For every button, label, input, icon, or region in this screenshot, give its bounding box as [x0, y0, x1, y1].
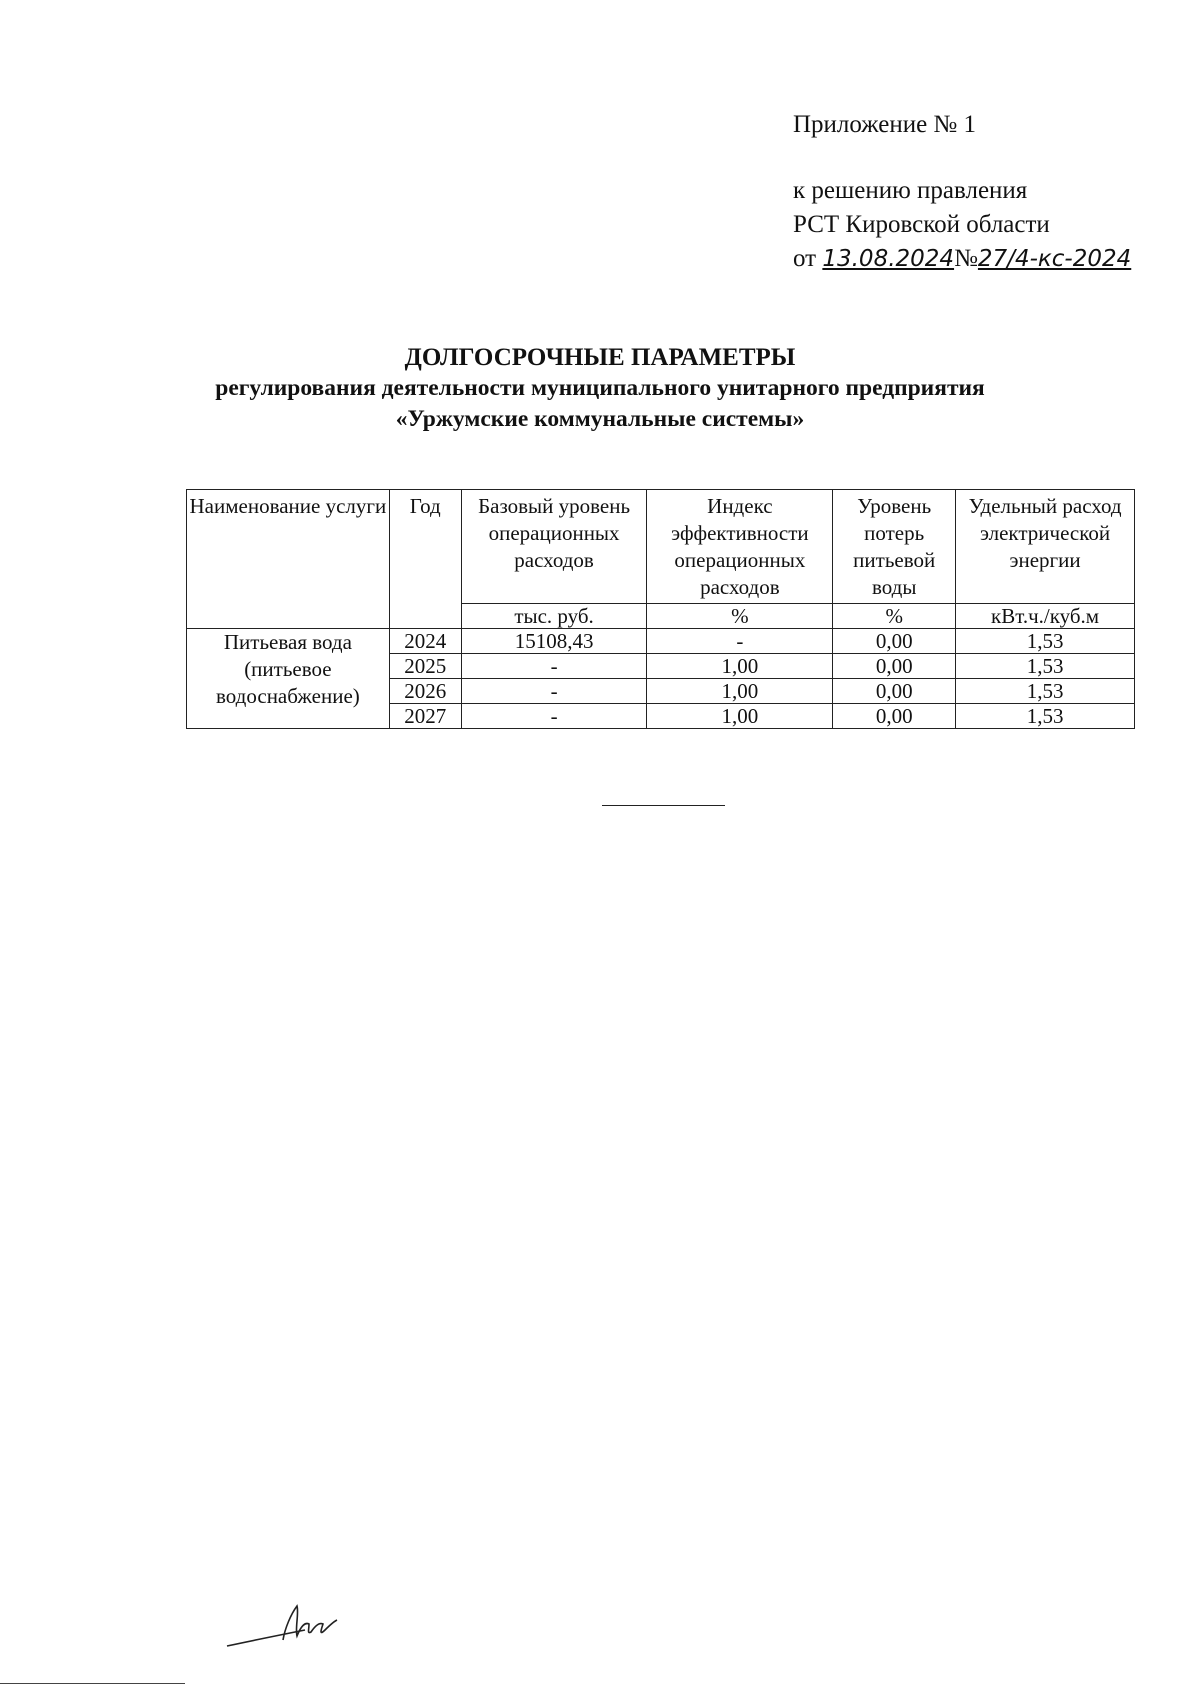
document-title: ДОЛГОСРОЧНЫЕ ПАРАМЕТРЫ — [404, 344, 796, 371]
header-service: Наименование услуги — [187, 490, 390, 629]
table-header-row — [187, 490, 1135, 604]
appendix-date: 13.08.2024 — [822, 246, 955, 272]
service-name-cell: Питьевая вода (питьевое водоснабжение) — [187, 629, 390, 729]
header-energy-consumption: Удельный расход электрической энергии — [956, 490, 1135, 604]
energy-consumption-cell: 1,53 — [956, 654, 1135, 679]
header-efficiency-index: Индекс эффективности операционных расходов — [647, 490, 833, 604]
organization-name: «Уржумские коммунальные системы» — [395, 406, 805, 432]
year-cell: 2026 — [389, 679, 461, 704]
table-row — [187, 629, 1135, 654]
efficiency-index-cell: 1,00 — [647, 679, 833, 704]
signature-scribble — [225, 1600, 345, 1650]
appendix-block — [793, 108, 1131, 276]
base-level-cell: 15108,43 — [461, 629, 647, 654]
energy-consumption-cell: 1,53 — [956, 679, 1135, 704]
appendix-number: Приложение № 1 — [793, 111, 977, 138]
appendix-decision-number: 27/4-кс-2024 — [977, 246, 1132, 272]
efficiency-index-cell: - — [647, 629, 833, 654]
header-base-level: Базовый уровень операционных расходов — [461, 490, 647, 604]
bottom-edge-line — [0, 1683, 185, 1684]
base-level-cell: - — [461, 654, 647, 679]
year-cell: 2024 — [389, 629, 461, 654]
base-level-cell: - — [461, 704, 647, 729]
appendix-date-prefix: от — [793, 245, 823, 272]
water-loss-cell: 0,00 — [833, 679, 956, 704]
document-title-block — [0, 342, 1200, 435]
year-cell: 2027 — [389, 704, 461, 729]
end-divider — [602, 805, 725, 806]
appendix-decision-line: к решению правления — [793, 177, 1028, 204]
header-year: Год — [389, 490, 461, 629]
base-level-cell: - — [461, 679, 647, 704]
header-water-loss: Уровень потерь питьевой воды — [833, 490, 956, 604]
parameters-table — [186, 489, 1135, 729]
efficiency-index-cell: 1,00 — [647, 654, 833, 679]
unit-water-loss: % — [833, 604, 956, 629]
water-loss-cell: 0,00 — [833, 704, 956, 729]
efficiency-index-cell: 1,00 — [647, 704, 833, 729]
appendix-authority-line: РСТ Кировской области — [793, 211, 1050, 238]
water-loss-cell: 0,00 — [833, 654, 956, 679]
signature-mark — [225, 1600, 345, 1655]
unit-base-level: тыс. руб. — [461, 604, 647, 629]
unit-energy-consumption: кВт.ч./куб.м — [956, 604, 1135, 629]
year-cell: 2025 — [389, 654, 461, 679]
unit-efficiency-index: % — [647, 604, 833, 629]
appendix-number-sign: № — [954, 245, 978, 272]
energy-consumption-cell: 1,53 — [956, 629, 1135, 654]
document-subtitle: регулирования деятельности муниципального унитарного предприятия — [215, 375, 985, 401]
energy-consumption-cell: 1,53 — [956, 704, 1135, 729]
water-loss-cell: 0,00 — [833, 629, 956, 654]
appendix-date-line — [793, 242, 1131, 276]
